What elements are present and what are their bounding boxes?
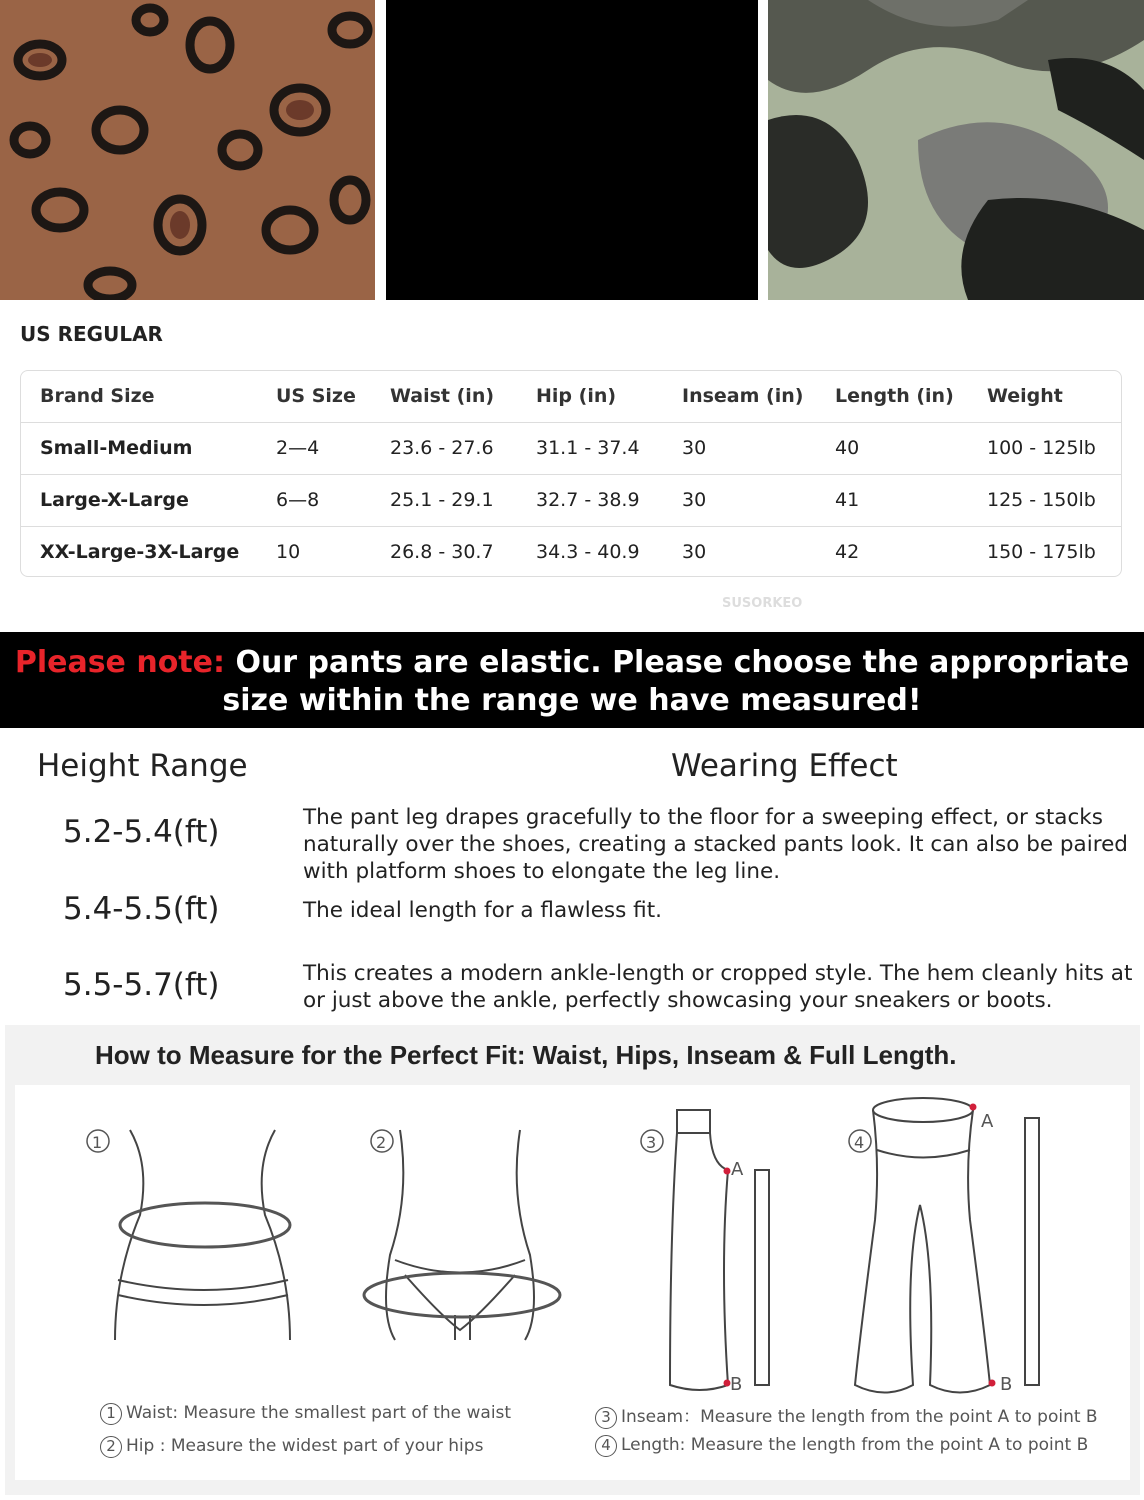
table-cell: Small-Medium bbox=[40, 437, 193, 459]
table-row bbox=[21, 475, 1121, 527]
measure-illustrations bbox=[0, 1085, 1144, 1395]
caption-number: 4 bbox=[595, 1435, 617, 1457]
figure-number: 2 bbox=[376, 1133, 387, 1152]
height-range-title: Height Range bbox=[37, 748, 248, 784]
table-cell: 31.1 - 37.4 bbox=[536, 437, 640, 459]
section-title: US REGULAR bbox=[20, 322, 163, 346]
effect-item: The ideal length for a flawless fit. bbox=[303, 898, 662, 923]
table-cell: 30 bbox=[682, 489, 707, 511]
note-banner bbox=[0, 632, 1144, 728]
figure-number: 3 bbox=[646, 1133, 657, 1152]
caption-number: 2 bbox=[100, 1436, 122, 1458]
wearing-effect-title: Wearing Effect bbox=[671, 748, 898, 784]
table-cell: 40 bbox=[835, 437, 860, 459]
black-swatch bbox=[386, 0, 758, 300]
table-cell: 23.6 - 27.6 bbox=[390, 437, 494, 459]
table-cell: 42 bbox=[835, 541, 860, 563]
table-cell: 100 - 125lb bbox=[987, 437, 1096, 459]
header-cell: Hip (in) bbox=[536, 385, 617, 407]
watermark: SUSORKEO bbox=[722, 596, 803, 611]
table-cell: 34.3 - 40.9 bbox=[536, 541, 640, 563]
table-cell: 10 bbox=[276, 541, 301, 563]
caption-text: Length: Measure the length from the point A to point B bbox=[621, 1435, 1089, 1455]
table-cell: 2—4 bbox=[276, 437, 320, 459]
table-cell: 150 - 175lb bbox=[987, 541, 1096, 563]
point-b-label: B bbox=[730, 1374, 743, 1395]
caption-hip bbox=[100, 1436, 483, 1458]
waist-torso bbox=[115, 1130, 290, 1340]
header-cell: Weight bbox=[987, 385, 1063, 407]
note-highlight: Please note: bbox=[14, 645, 225, 680]
note-line1: Our pants are elastic. Please choose the appropriate bbox=[225, 645, 1130, 680]
camo-pattern bbox=[768, 0, 1144, 300]
point-a-label: A bbox=[981, 1111, 994, 1132]
camo-swatch bbox=[768, 0, 1144, 300]
caption-number: 3 bbox=[595, 1407, 617, 1429]
height-item: 5.2-5.4(ft) bbox=[63, 814, 220, 850]
table-row bbox=[21, 423, 1121, 475]
table-header-row bbox=[21, 371, 1121, 423]
caption-text: Waist: Measure the smallest part of the waist bbox=[126, 1403, 512, 1423]
point-b-label: B bbox=[1000, 1374, 1013, 1395]
table-cell: XX-Large-3X-Large bbox=[40, 541, 240, 563]
caption-text: Inseam：Measure the length from the point A to point B bbox=[621, 1407, 1098, 1427]
leopard-swatch bbox=[0, 0, 375, 300]
caption-text: Hip : Measure the widest part of your hips bbox=[126, 1436, 484, 1456]
table-cell: 30 bbox=[682, 437, 707, 459]
figure-number: 4 bbox=[854, 1133, 865, 1152]
caption-inseam bbox=[595, 1402, 1098, 1429]
caption-waist bbox=[100, 1403, 511, 1425]
figure-number: 1 bbox=[92, 1133, 103, 1152]
table-cell: 30 bbox=[682, 541, 707, 563]
table-cell: 41 bbox=[835, 489, 860, 511]
effect-item: The pant leg drapes gracefully to the floor for a sweeping effect, or stacks naturally over the shoes, creating a stacked pants look. It can also be paired with platform shoes to elongate the leg line. bbox=[303, 805, 1128, 884]
caption-number: 1 bbox=[100, 1403, 122, 1425]
table-row bbox=[21, 527, 1121, 579]
point-a-label: A bbox=[731, 1159, 744, 1180]
height-item: 5.4-5.5(ft) bbox=[63, 891, 220, 927]
caption-length bbox=[595, 1435, 1088, 1457]
header-cell: Length (in) bbox=[835, 385, 954, 407]
table-cell: 6—8 bbox=[276, 489, 320, 511]
table-cell: 25.1 - 29.1 bbox=[390, 489, 494, 511]
header-cell: US Size bbox=[276, 385, 356, 407]
measure-title: How to Measure for the Perfect Fit: Waist, Hips, Inseam & Full Length. bbox=[95, 1040, 957, 1070]
leopard-pattern bbox=[0, 0, 375, 300]
height-item: 5.5-5.7(ft) bbox=[63, 967, 220, 1003]
note-line2: size within the range we have measured! bbox=[222, 683, 922, 718]
effect-item: This creates a modern ankle-length or cropped style. The hem cleanly hits at or just above the ankle, perfectly showcasing your sneakers or boots. bbox=[303, 961, 1133, 1013]
header-cell: Brand Size bbox=[40, 385, 155, 407]
table-cell: 32.7 - 38.9 bbox=[536, 489, 640, 511]
table-cell: Large-X-Large bbox=[40, 489, 189, 511]
size-chart-table bbox=[20, 370, 1122, 577]
header-cell: Inseam (in) bbox=[682, 385, 804, 407]
header-cell: Waist (in) bbox=[390, 385, 495, 407]
table-cell: 125 - 150lb bbox=[987, 489, 1096, 511]
table-cell: 26.8 - 30.7 bbox=[390, 541, 494, 563]
